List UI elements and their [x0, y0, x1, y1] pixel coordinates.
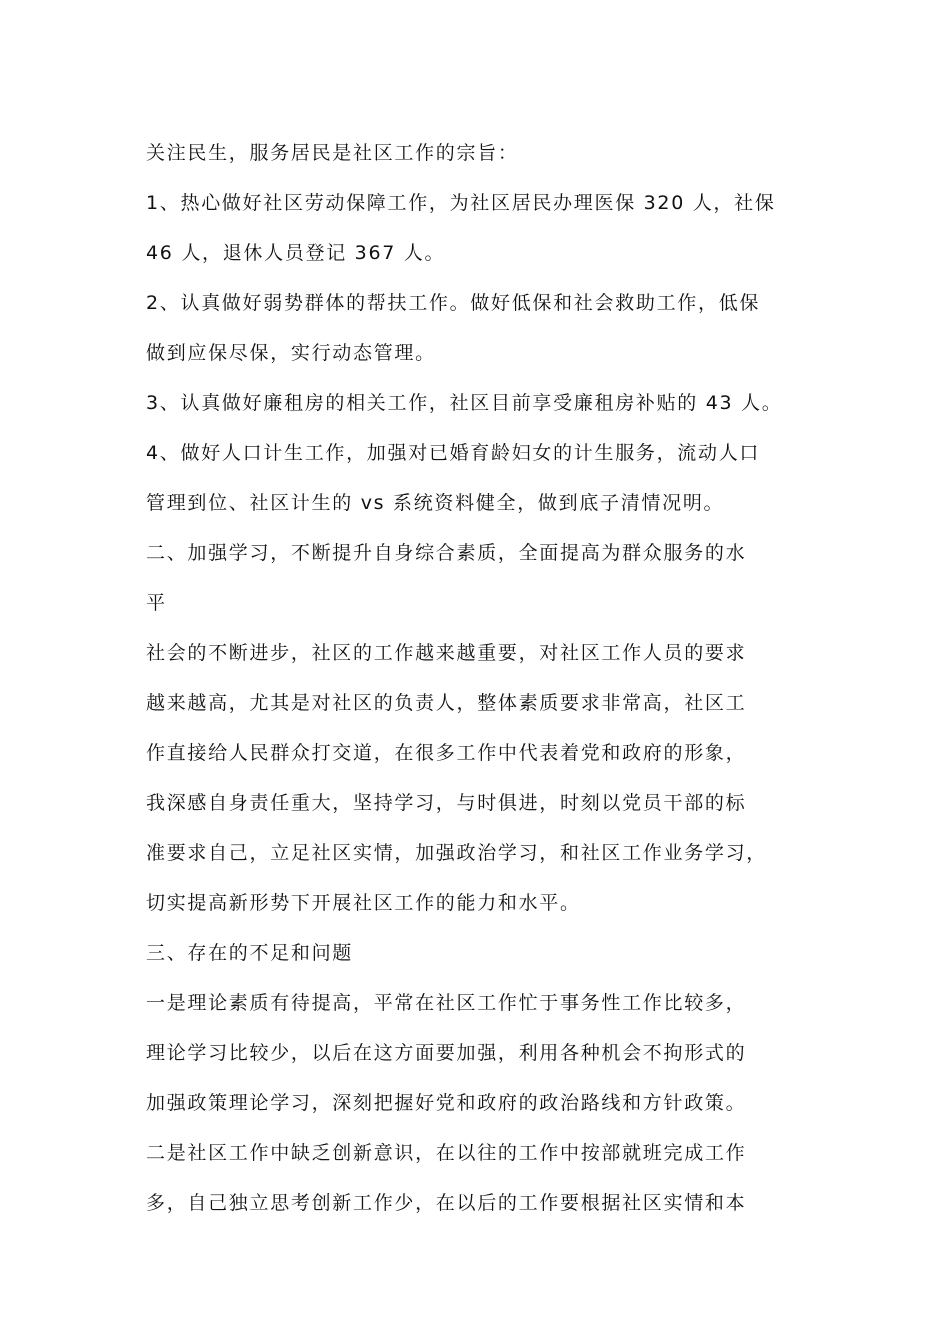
text-line: 切实提高新形势下开展社区工作的能力和水平。 — [146, 892, 581, 914]
text-line: 准要求自己，立足社区实情，加强政治学习，和社区工作业务学习， — [146, 842, 768, 864]
text-line: 做到应保尽保，实行动态管理。 — [146, 342, 436, 364]
text-line: 越来越高，尤其是对社区的负责人，整体素质要求非常高，社区工 — [146, 692, 747, 714]
paragraph-6 — [146, 528, 811, 628]
text-line: 平 — [146, 592, 167, 614]
text-line: 1、热心做好社区劳动保障工作，为社区居民办理医保 320 人，社保 — [146, 192, 776, 214]
text-line: 加强政策理论学习，深刻把握好党和政府的政治路线和方针政策。 — [146, 1092, 747, 1114]
paragraph-5 — [146, 428, 811, 528]
paragraph-1 — [146, 128, 811, 178]
text-line: 2、认真做好弱势群体的帮扶工作。做好低保和社会救助工作，低保 — [146, 292, 761, 314]
paragraph-3 — [146, 278, 811, 378]
paragraph-2 — [146, 178, 811, 278]
paragraph-4 — [146, 378, 811, 428]
text-line: 我深感自身责任重大，坚持学习，与时俱进，时刻以党员干部的标 — [146, 792, 747, 814]
text-line: 理论学习比较少，以后在这方面要加强，利用各种机会不拘形式的 — [146, 1042, 747, 1064]
paragraph-8 — [146, 928, 811, 978]
text-line: 多，自己独立思考创新工作少，在以后的工作要根据社区实情和本 — [146, 1192, 747, 1214]
paragraph-10 — [146, 1128, 811, 1228]
text-line: 二、加强学习，不断提升自身综合素质，全面提高为群众服务的水 — [146, 542, 747, 564]
text-line: 作直接给人民群众打交道，在很多工作中代表着党和政府的形象， — [146, 742, 747, 764]
paragraph-9 — [146, 978, 811, 1128]
text-line: 三、存在的不足和问题 — [146, 942, 354, 964]
text-line: 管理到位、社区计生的 vs 系统资料健全，做到底子清情况明。 — [146, 492, 725, 514]
text-line: 4、做好人口计生工作，加强对已婚育龄妇女的计生服务，流动人口 — [146, 442, 761, 464]
document-body — [146, 128, 811, 1228]
text-line: 关注民生，服务居民是社区工作的宗旨： — [146, 142, 519, 164]
text-line: 社会的不断进步，社区的工作越来越重要，对社区工作人员的要求 — [146, 642, 747, 664]
text-line: 3、认真做好廉租房的相关工作，社区目前享受廉租房补贴的 43 人。 — [146, 392, 783, 414]
text-line: 一是理论素质有待提高，平常在社区工作忙于事务性工作比较多， — [146, 992, 747, 1014]
paragraph-7 — [146, 628, 811, 928]
text-line: 二是社区工作中缺乏创新意识，在以往的工作中按部就班完成工作 — [146, 1142, 747, 1164]
text-line: 46 人，退休人员登记 367 人。 — [146, 242, 446, 264]
